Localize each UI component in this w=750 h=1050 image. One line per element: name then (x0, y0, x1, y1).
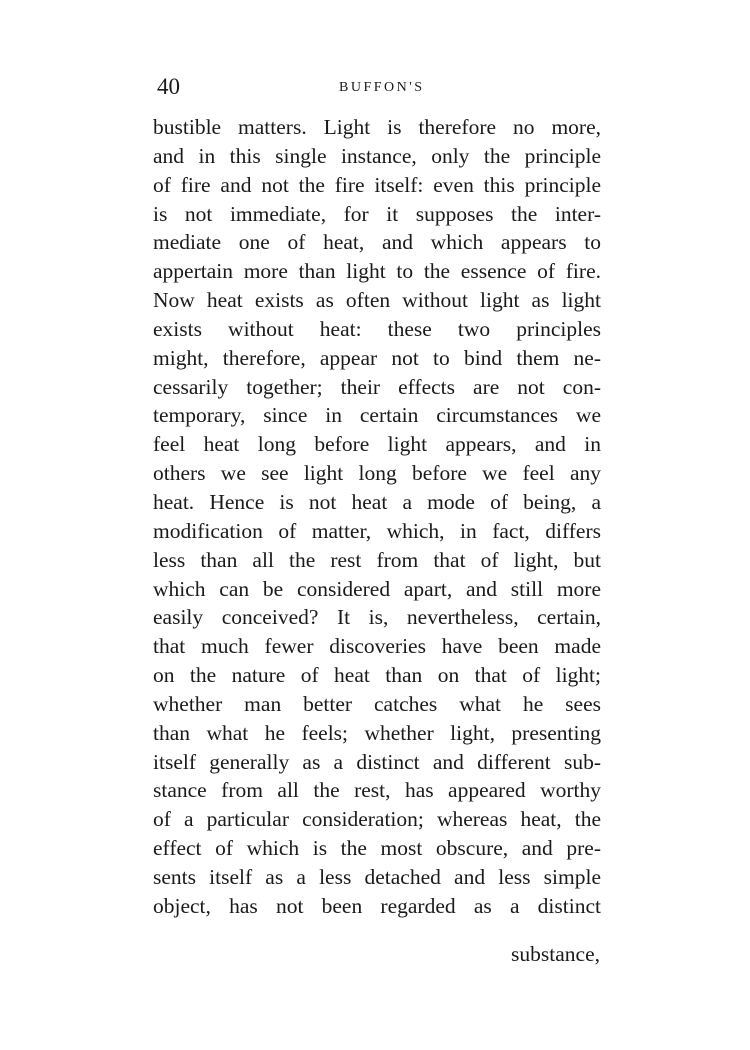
body-text (153, 113, 601, 921)
text-line: of a particular consideration; whereas heat, the (153, 807, 601, 832)
text-line: effect of which is the most obscure, and pre- (153, 836, 601, 861)
catchword: substance, (511, 942, 600, 966)
text-line: than what he feels; whether light, presenting (153, 720, 601, 745)
text-line: sents itself as a less detached and less simple (153, 864, 601, 889)
text-line: mediate one of heat, and which appears to (153, 230, 601, 255)
text-line: object, has not been regarded as a distinct (153, 893, 601, 918)
text-line: easily conceived? It is, nevertheless, certain, (153, 605, 601, 630)
running-head (157, 72, 597, 102)
page-number: 40 (157, 74, 180, 99)
text-line: whether man better catches what he sees (153, 691, 601, 716)
text-line: stance from all the rest, has appeared worthy (153, 778, 601, 803)
text-line: is not immediate, for it supposes the inter- (153, 201, 601, 226)
text-line: and in this single instance, only the principle (153, 143, 601, 168)
text-line: cessarily together; their effects are not con- (153, 374, 601, 399)
text-line: on the nature of heat than on that of light; (153, 663, 601, 688)
text-line: itself generally as a distinct and different sub- (153, 749, 601, 774)
text-line: modification of matter, which, in fact, differs (153, 518, 601, 543)
running-title: BUFFON'S (339, 80, 425, 95)
text-line: of fire and not the fire itself: even this principle (153, 172, 601, 197)
text-line: bustible matters. Light is therefore no more, (153, 115, 601, 139)
text-line: that much fewer discoveries have been made (153, 634, 601, 659)
text-line: Now heat exists as often without light as light (153, 288, 601, 313)
text-line: might, therefore, appear not to bind them ne- (153, 345, 601, 370)
text-line: exists without heat: these two principles (153, 316, 601, 341)
text-line: appertain more than light to the essence of fire. (153, 259, 601, 284)
text-line: less than all the rest from that of light, but (153, 547, 601, 572)
text-line: temporary, since in certain circumstances we (153, 403, 601, 428)
text-line: which can be considered apart, and still more (153, 576, 601, 601)
text-line: feel heat long before light appears, and in (153, 432, 601, 457)
text-line: heat. Hence is not heat a mode of being, a (153, 489, 601, 514)
text-line: others we see light long before we feel any (153, 461, 601, 486)
